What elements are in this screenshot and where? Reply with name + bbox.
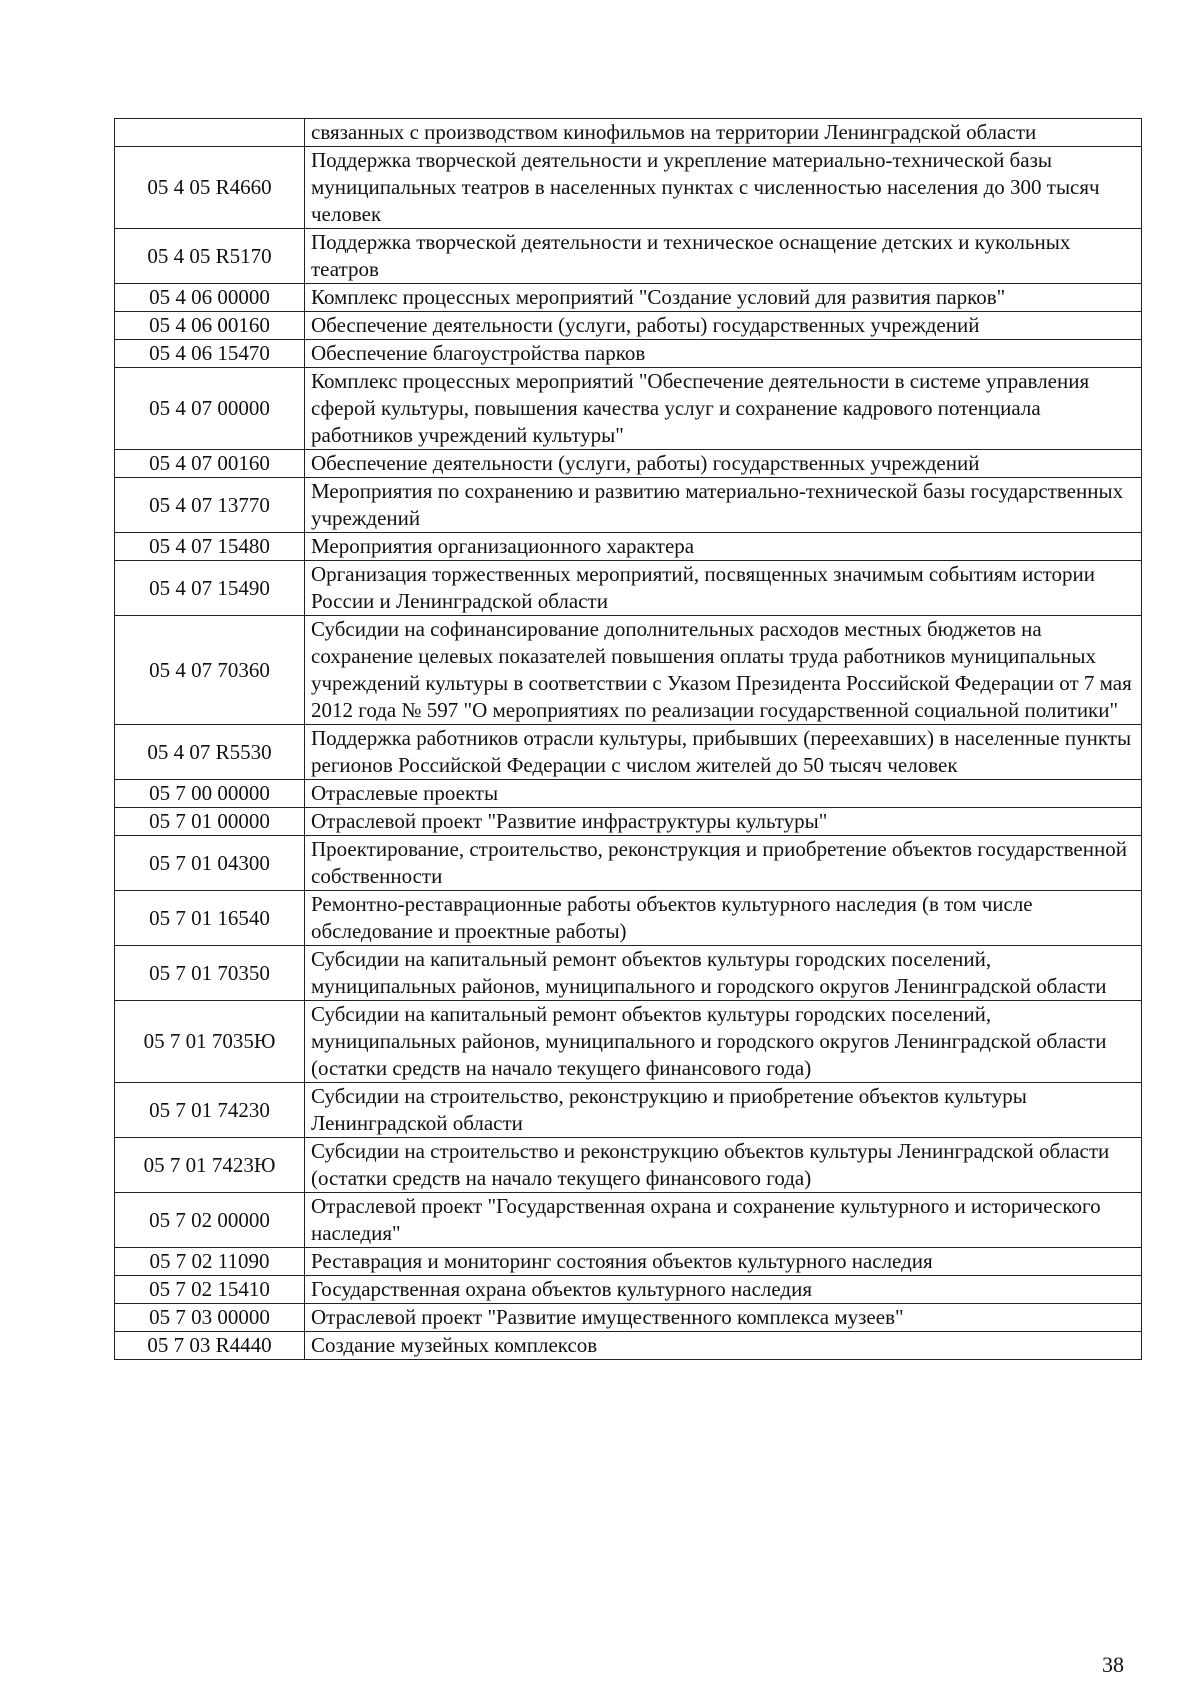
row-name: Комплекс процессных мероприятий "Обеспечение деятельности в системе управления сферой культуры, повышения качества услуг и сохранение кадрового потенциала работников учреждений культуры": [305, 368, 1142, 450]
table-row: [115, 808, 1142, 836]
row-code: 05 7 01 70350: [115, 946, 305, 1001]
table-row: [115, 780, 1142, 808]
page-number: 38: [1102, 1652, 1124, 1677]
row-code: 05 7 01 7035Ю: [115, 1001, 305, 1083]
row-code: 05 4 07 00000: [115, 368, 305, 450]
row-code: 05 4 07 15480: [115, 533, 305, 561]
row-name: Комплекс процессных мероприятий "Создание условий для развития парков": [305, 284, 1142, 312]
row-code: 05 4 05 R5170: [115, 229, 305, 284]
table-row: [115, 450, 1142, 478]
table-row: [115, 1276, 1142, 1304]
table-row: [115, 284, 1142, 312]
row-name: Реставрация и мониторинг состояния объектов культурного наследия: [305, 1248, 1142, 1276]
table-row: [115, 147, 1142, 229]
table-row: [115, 119, 1142, 147]
row-code: 05 7 01 7423Ю: [115, 1138, 305, 1193]
row-name: Ремонтно-реставрационные работы объектов культурного наследия (в том числе обследование и проектные работы): [305, 891, 1142, 946]
row-name: Поддержка работников отрасли культуры, прибывших (переехавших) в населенные пункты регионов Российской Федерации с числом жителей до 50 тысяч человек: [305, 725, 1142, 780]
table-row: [115, 1248, 1142, 1276]
row-name: Государственная охрана объектов культурного наследия: [305, 1276, 1142, 1304]
row-code: 05 4 07 13770: [115, 478, 305, 533]
table-row: [115, 340, 1142, 368]
row-name: Организация торжественных мероприятий, посвященных значимым событиям истории России и Ленинградской области: [305, 561, 1142, 616]
row-name: Обеспечение благоустройства парков: [305, 340, 1142, 368]
row-name: Субсидии на капитальный ремонт объектов культуры городских поселений, муниципальных районов, муниципального и городского округов Ленинградской области (остатки средств на начало текущего финансового года): [305, 1001, 1142, 1083]
table-row: [115, 836, 1142, 891]
table-row: [115, 1138, 1142, 1193]
table-row: [115, 891, 1142, 946]
row-code: 05 7 00 00000: [115, 780, 305, 808]
row-code: 05 4 05 R4660: [115, 147, 305, 229]
row-name: Отраслевые проекты: [305, 780, 1142, 808]
budget-code-table: [114, 118, 1142, 1360]
table-row: [115, 1001, 1142, 1083]
row-name: Мероприятия по сохранению и развитию материально-технической базы государственных учреждений: [305, 478, 1142, 533]
row-name: Отраслевой проект "Государственная охрана и сохранение культурного и исторического наследия": [305, 1193, 1142, 1248]
row-code: 05 7 02 11090: [115, 1248, 305, 1276]
row-code: 05 7 01 00000: [115, 808, 305, 836]
table-row: [115, 1193, 1142, 1248]
table-row: [115, 561, 1142, 616]
table-row: [115, 368, 1142, 450]
row-name: Поддержка творческой деятельности и укрепление материально-технической базы муниципальных театров в населенных пунктах с численностью населения до 300 тысяч человек: [305, 147, 1142, 229]
row-code: 05 4 07 00160: [115, 450, 305, 478]
row-name: Субсидии на строительство и реконструкцию объектов культуры Ленинградской области (остатки средств на начало текущего финансового года): [305, 1138, 1142, 1193]
row-code: 05 7 02 15410: [115, 1276, 305, 1304]
row-code: 05 4 06 00160: [115, 312, 305, 340]
row-code: [115, 119, 305, 147]
row-name: Проектирование, строительство, реконструкция и приобретение объектов государственной собственности: [305, 836, 1142, 891]
row-name: Отраслевой проект "Развитие инфраструктуры культуры": [305, 808, 1142, 836]
table-row: [115, 533, 1142, 561]
row-code: 05 7 03 00000: [115, 1304, 305, 1332]
row-code: 05 7 01 16540: [115, 891, 305, 946]
row-name: Субсидии на строительство, реконструкцию и приобретение объектов культуры Ленинградской области: [305, 1083, 1142, 1138]
table-row: [115, 725, 1142, 780]
row-name: Обеспечение деятельности (услуги, работы) государственных учреждений: [305, 312, 1142, 340]
row-code: 05 4 06 00000: [115, 284, 305, 312]
table-row: [115, 229, 1142, 284]
row-name: Поддержка творческой деятельности и техническое оснащение детских и кукольных театров: [305, 229, 1142, 284]
table-row: [115, 616, 1142, 725]
row-code: 05 4 07 15490: [115, 561, 305, 616]
row-code: 05 7 01 04300: [115, 836, 305, 891]
row-name: Субсидии на капитальный ремонт объектов культуры городских поселений, муниципальных районов, муниципального и городского округов Ленинградской области: [305, 946, 1142, 1001]
row-code: 05 7 03 R4440: [115, 1332, 305, 1360]
row-code: 05 4 07 R5530: [115, 725, 305, 780]
row-name: связанных с производством кинофильмов на территории Ленинградской области: [305, 119, 1142, 147]
row-name: Обеспечение деятельности (услуги, работы) государственных учреждений: [305, 450, 1142, 478]
row-name: Мероприятия организационного характера: [305, 533, 1142, 561]
table-row: [115, 478, 1142, 533]
row-name: Создание музейных комплексов: [305, 1332, 1142, 1360]
table-row: [115, 1332, 1142, 1360]
table-row: [115, 946, 1142, 1001]
row-code: 05 4 06 15470: [115, 340, 305, 368]
table-row: [115, 1083, 1142, 1138]
row-code: 05 7 02 00000: [115, 1193, 305, 1248]
row-name: Субсидии на софинансирование дополнительных расходов местных бюджетов на сохранение целевых показателей повышения оплаты труда работников муниципальных учреждений культуры в соответствии с Указом Президента Российской Федерации от 7 мая 2012 года № 597 "О мероприятиях по реализации государственной социальной политики": [305, 616, 1142, 725]
table-body: [115, 119, 1142, 1360]
table-row: [115, 1304, 1142, 1332]
row-code: 05 7 01 74230: [115, 1083, 305, 1138]
row-name: Отраслевой проект "Развитие имущественного комплекса музеев": [305, 1304, 1142, 1332]
table-row: [115, 312, 1142, 340]
row-code: 05 4 07 70360: [115, 616, 305, 725]
